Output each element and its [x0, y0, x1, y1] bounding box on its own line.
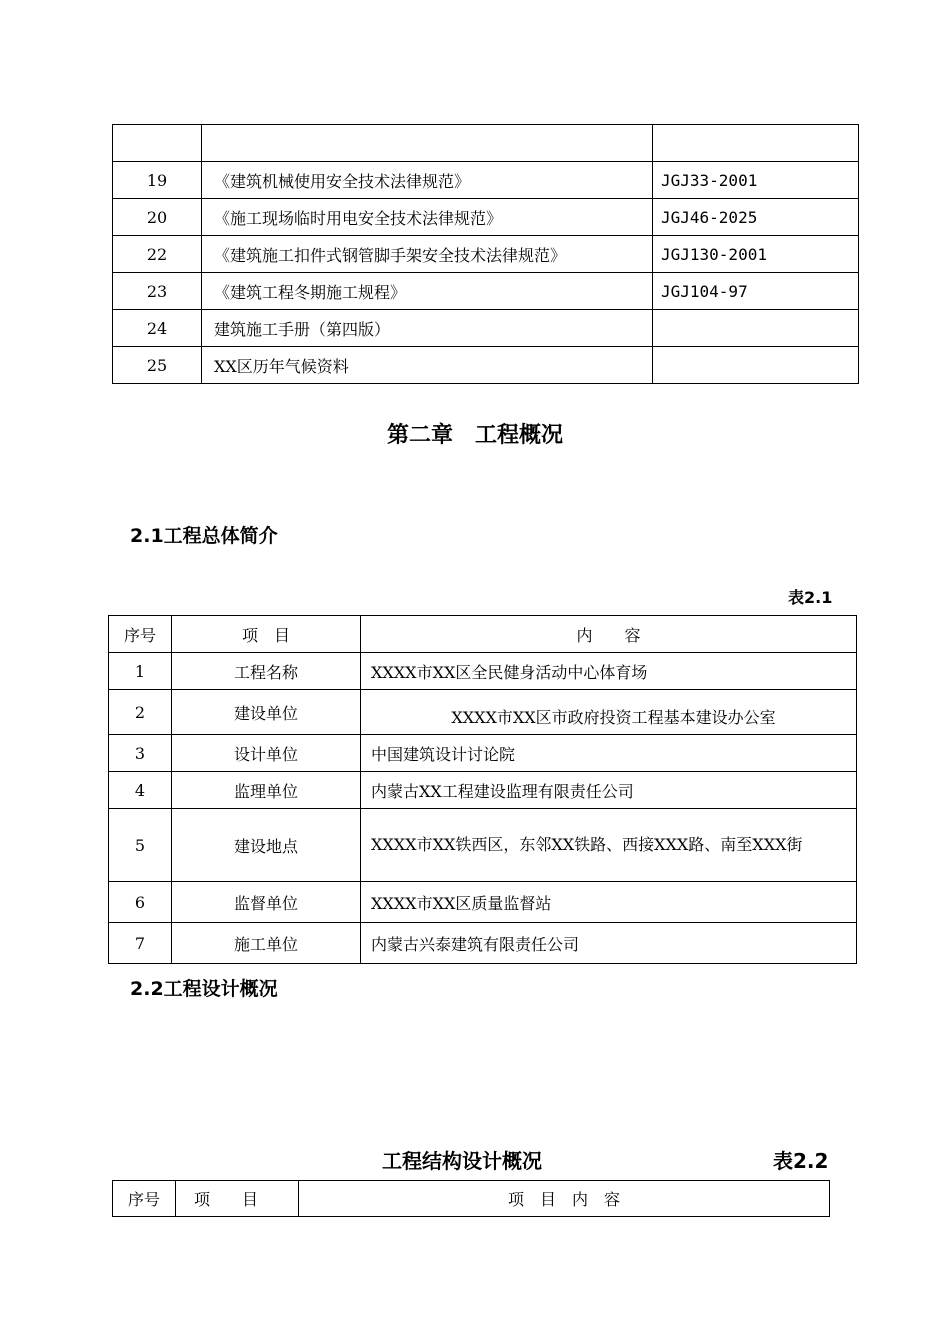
row-content: 内蒙古XX工程建设监理有限责任公司 [361, 772, 857, 809]
table-header-row [109, 616, 857, 653]
header-item: 项 目 [172, 616, 361, 653]
table-row [113, 199, 859, 236]
row-item: 工程名称 [172, 653, 361, 690]
header-content: 项 目 内 容 [299, 1181, 830, 1217]
ref-no: 20 [113, 199, 202, 236]
row-content: 内蒙古兴泰建筑有限责任公司 [361, 923, 857, 964]
table-row [109, 690, 857, 735]
references-table [112, 124, 859, 384]
row-content: XXXX市XX区全民健身活动中心体育场 [361, 653, 857, 690]
row-item: 建设单位 [172, 690, 361, 735]
ref-name: XX区历年气候资料 [202, 347, 653, 384]
row-no: 7 [109, 923, 172, 964]
ref-no: 19 [113, 162, 202, 199]
ref-code: JGJ46-2025 [653, 199, 859, 236]
section-heading-2-2: 2.2工程设计概况 [130, 978, 278, 1000]
ref-name: 《建筑机械使用安全技术法律规范》 [202, 162, 653, 199]
table-title: 工程结构设计概况 [382, 1149, 542, 1173]
ref-name: 《施工现场临时用电安全技术法律规范》 [202, 199, 653, 236]
row-no: 2 [109, 690, 172, 735]
ref-code [653, 125, 859, 162]
table-row [109, 882, 857, 923]
table-row [113, 236, 859, 273]
header-content: 内 容 [361, 616, 857, 653]
project-overview-table [108, 615, 857, 964]
ref-name: 《建筑工程冬期施工规程》 [202, 273, 653, 310]
ref-no: 23 [113, 273, 202, 310]
table-row [113, 310, 859, 347]
table-row [113, 347, 859, 384]
ref-no: 25 [113, 347, 202, 384]
table-row [109, 923, 857, 964]
ref-name [202, 125, 653, 162]
row-item: 设计单位 [172, 735, 361, 772]
section-heading-2-1: 2.1工程总体简介 [130, 525, 278, 547]
table-row [109, 653, 857, 690]
row-content: 中国建筑设计讨论院 [361, 735, 857, 772]
ref-no: 24 [113, 310, 202, 347]
table-label: 表2.2 [773, 1149, 829, 1173]
ref-code: JGJ104-97 [653, 273, 859, 310]
table-row [109, 772, 857, 809]
row-content: XXXX市XX区质量监督站 [361, 882, 857, 923]
row-no: 4 [109, 772, 172, 809]
table-header-row [113, 1181, 830, 1217]
header-item: 项 目 [176, 1181, 299, 1217]
ref-code [653, 347, 859, 384]
table-row [109, 735, 857, 772]
ref-no: 22 [113, 236, 202, 273]
row-content: XXXX市XX区市政府投资工程基本建设办公室 [361, 690, 857, 735]
row-content: XXXX市XX铁西区，东邻XX铁路、西接XXX路、南至XXX街 [361, 809, 857, 882]
ref-code: JGJ33-2001 [653, 162, 859, 199]
structure-design-table [112, 1180, 830, 1217]
row-item: 监督单位 [172, 882, 361, 923]
row-item: 施工单位 [172, 923, 361, 964]
ref-code [653, 310, 859, 347]
table-row [113, 162, 859, 199]
chapter-title: 第二章 工程概况 [386, 423, 563, 448]
row-item: 监理单位 [172, 772, 361, 809]
row-no: 3 [109, 735, 172, 772]
header-no: 序号 [113, 1181, 176, 1217]
table-row [113, 125, 859, 162]
ref-code: JGJ130-2001 [653, 236, 859, 273]
table-label: 表2.1 [788, 588, 833, 607]
row-item: 建设地点 [172, 809, 361, 882]
table-row [109, 809, 857, 882]
header-no: 序号 [109, 616, 172, 653]
row-no: 1 [109, 653, 172, 690]
ref-no [113, 125, 202, 162]
ref-name: 建筑施工手册（第四版） [202, 310, 653, 347]
row-no: 5 [109, 809, 172, 882]
table-row [113, 273, 859, 310]
row-no: 6 [109, 882, 172, 923]
ref-name: 《建筑施工扣件式钢管脚手架安全技术法律规范》 [202, 236, 653, 273]
